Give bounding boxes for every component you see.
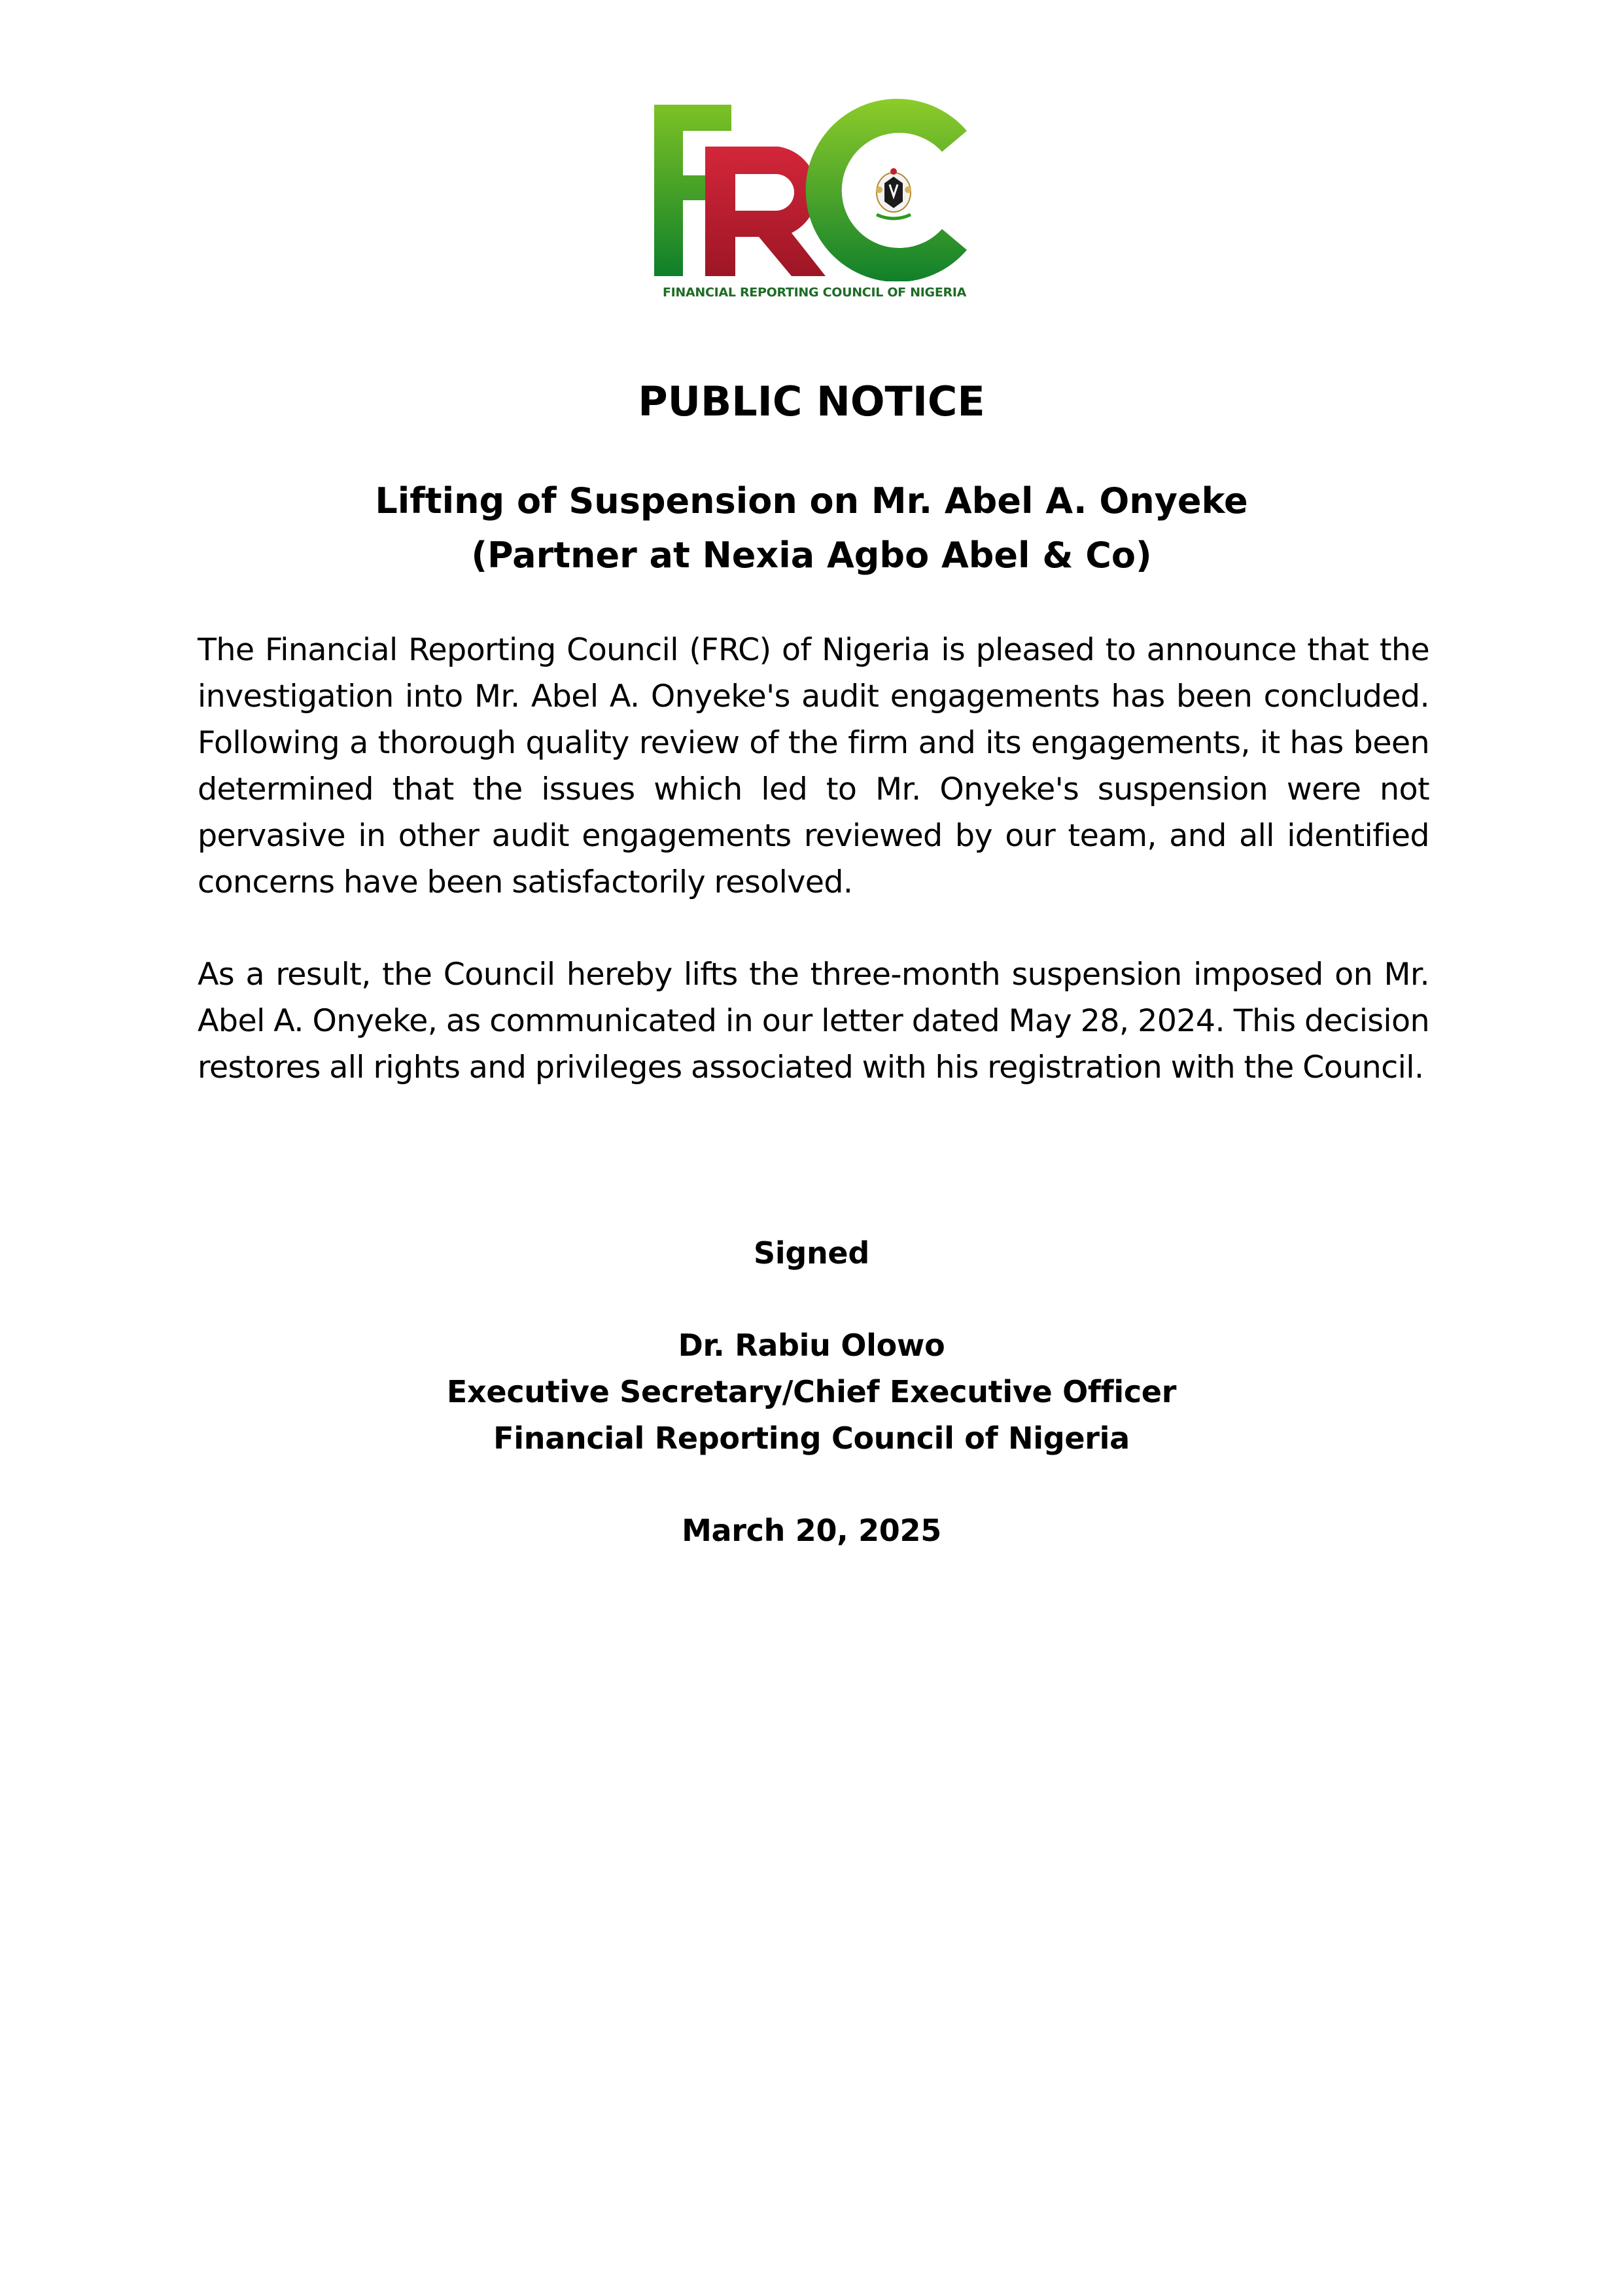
subtitle-line-2: (Partner at Nexia Agbo Abel & Co)	[471, 535, 1152, 576]
signed-label: Signed	[754, 1235, 869, 1271]
signatory-title: Executive Secretary/Chief Executive Officer	[446, 1374, 1177, 1409]
frc-logo	[654, 98, 975, 314]
page-title: PUBLIC NOTICE	[638, 378, 985, 425]
subtitle-line-1: Lifting of Suspension on Mr. Abel A. Onyeke	[375, 480, 1248, 521]
signatory-name: Dr. Rabiu Olowo	[678, 1328, 945, 1363]
notice-subtitle	[0, 474, 1623, 582]
nigeria-coat-of-arms-icon	[876, 168, 911, 219]
logo-caption: FINANCIAL REPORTING COUNCIL OF NIGERIA	[662, 285, 967, 300]
body-paragraph-1: The Financial Reporting Council (FRC) of Nigeria is pleased to announce that the investigation into Mr. Abel A. Onyeke's audit engagements has been concluded. Following a thorough quality review of the firm and its engagements, it has been determined that the issues which led to Mr. Onyeke's suspension were not pervasive in other audit engagements reviewed by our team, and all identified concerns have been satisfactorily resolved.	[198, 632, 1429, 900]
body-paragraph-2: As a result, the Council hereby lifts the three-month suspension imposed on Mr. Abel A. Onyeke, as communicated in our letter dated May 28, 2024. This decision restores all rights and privileges associated with his registration with the Council.	[198, 957, 1429, 1086]
notice-date: March 20, 2025	[682, 1513, 941, 1548]
frc-letters-graphic	[654, 98, 975, 281]
signatory-block	[0, 1322, 1623, 1462]
signatory-organization: Financial Reporting Council of Nigeria	[493, 1421, 1130, 1456]
